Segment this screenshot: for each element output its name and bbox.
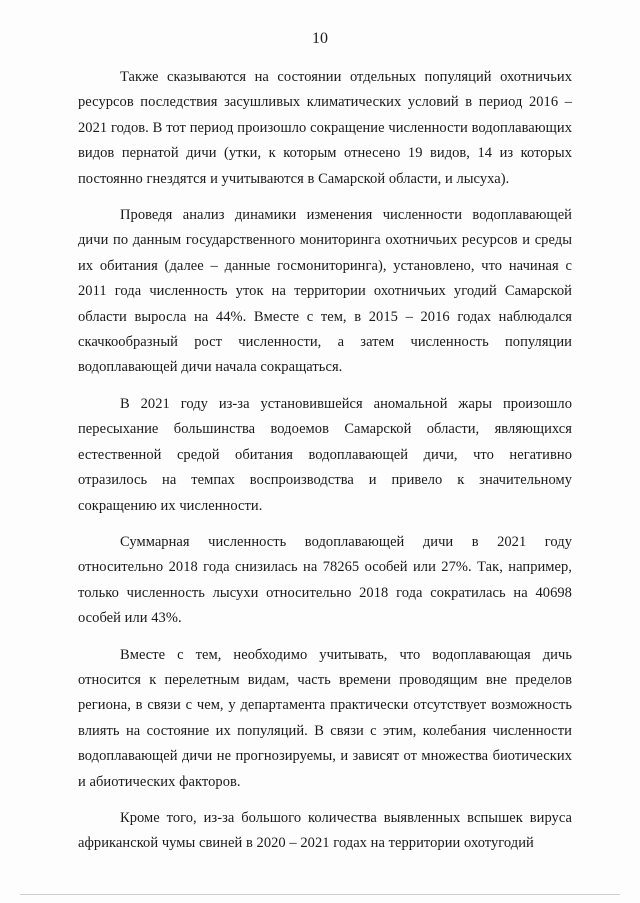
paragraph-2: Проведя анализ динамики изменения численности водоплавающей дичи по данным государственного мониторинга охотничьих ресурсов и среды их обитания (далее – данные госмониторинга), установлено, что начиная с 2011 года численность уток на территории охотничьих угодий Самарской области выросла на 44%. Вместе с тем, в 2015 – 2016 годах наблюдался скачкообразный рост численности, а затем численность популяции водоплавающей дичи начала сокращаться. — [78, 207, 572, 376]
paragraph-6: Кроме того, из-за большого количества выявленных вспышек вируса африканской чумы свиней в 2020 – 2021 годах на территории охотугодий — [78, 809, 572, 852]
paragraph-3: В 2021 году из-за установившейся аномальной жары произошло пересыхание большинства водоемов Самарской области, являющихся естественной средой обитания водоплавающей дичи, что негативно отразилось на темпах воспроизводства и привело к значительному сокращению их численности. — [78, 395, 572, 514]
page-number: 10 — [312, 30, 328, 47]
page-bottom-edge — [20, 894, 620, 895]
document-body — [78, 65, 572, 868]
paragraph-5: Вместе с тем, необходимо учитывать, что водоплавающая дичь относится к перелетным видам, часть времени проводящим вне пределов региона, в связи с чем, у департамента практически отсутствует возможность влиять на состояние их популяций. В связи с этим, колебания численности водоплавающей дичи не прогнозируемы, и зависят от множества биотических и абиотических факторов. — [78, 646, 572, 790]
paragraph-1: Также сказываются на состоянии отдельных популяций охотничьих ресурсов последствия засушливых климатических условий в период 2016 – 2021 годов. В тот период произошло сокращение численности водоплавающих видов пернатой дичи (утки, к которым отнесено 19 видов, 14 из которых постоянно гнездятся и учитываются в Самарской области, и лысуха). — [78, 69, 572, 187]
paragraph-4: Суммарная численность водоплавающей дичи в 2021 году относительно 2018 года снизилась на 78265 особей или 27%. Так, например, только численность лысухи относительно 2018 года сократилась на 40698 особей или 43%. — [78, 533, 572, 627]
